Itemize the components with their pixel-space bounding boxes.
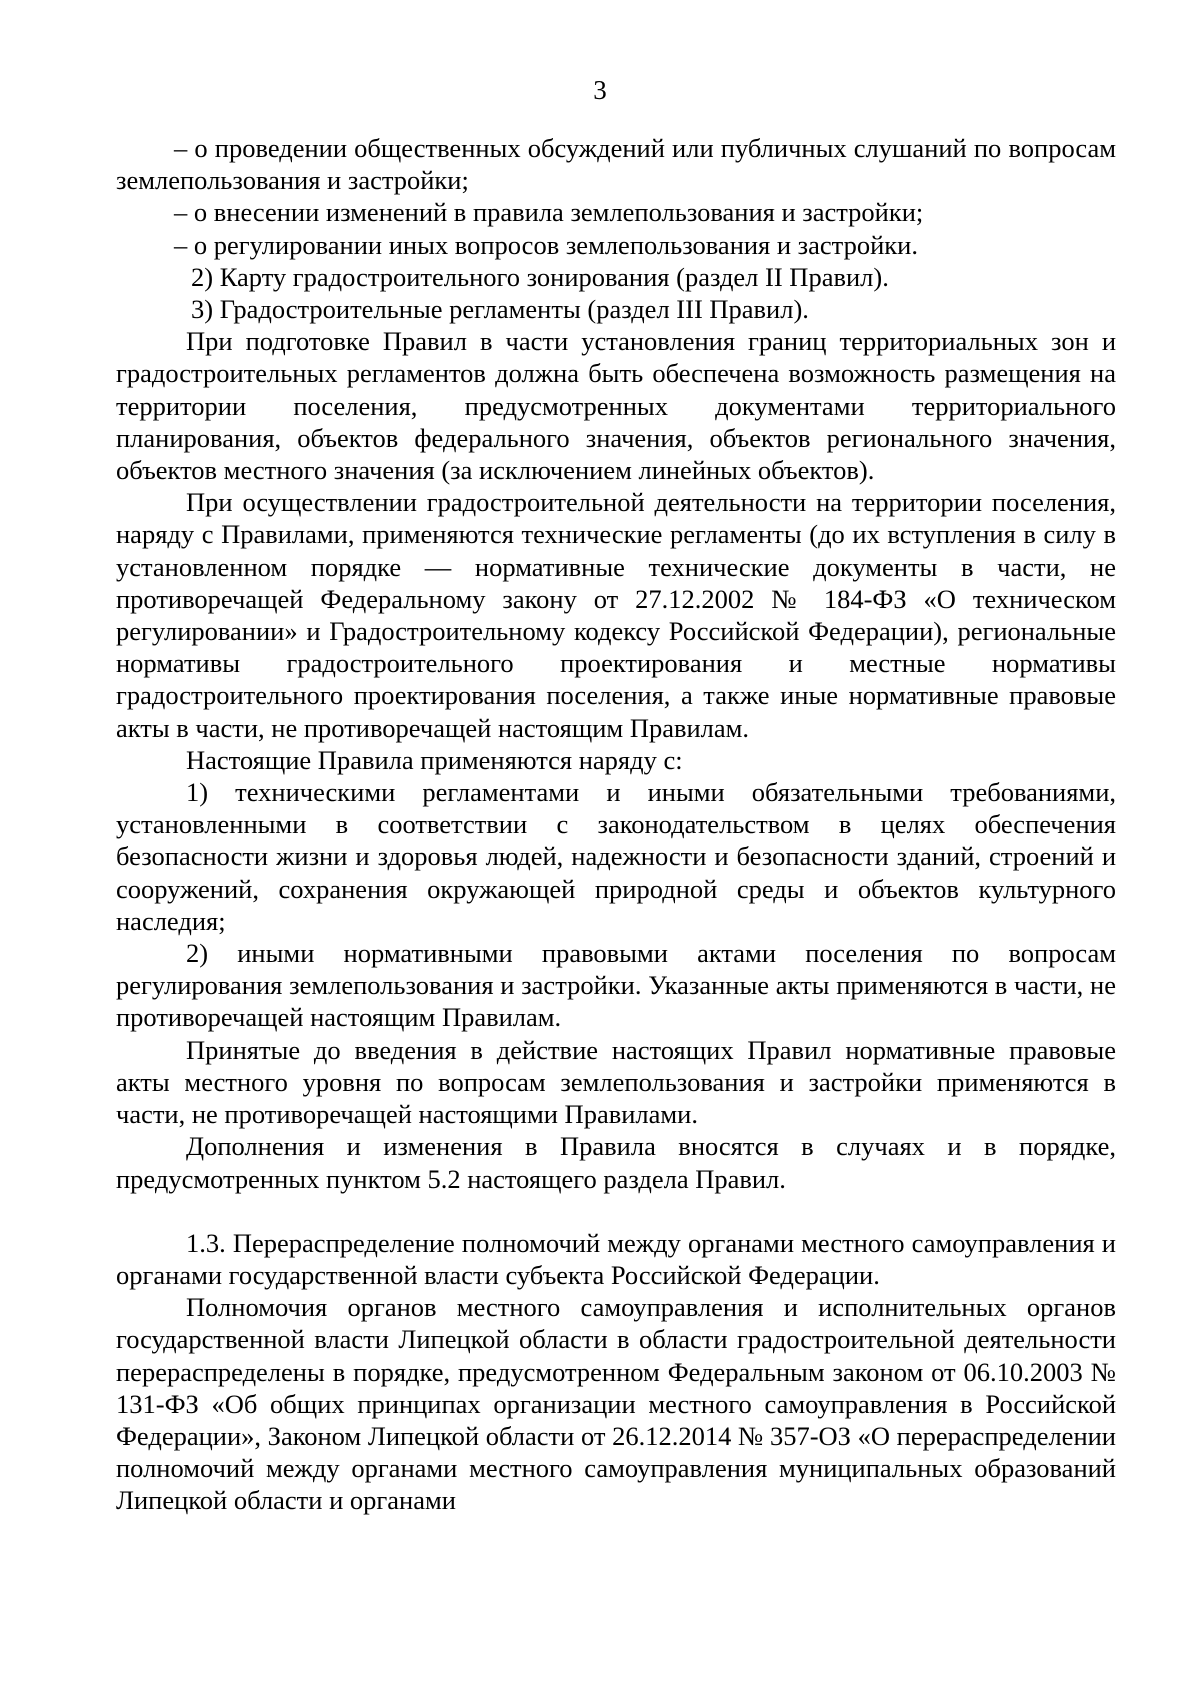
page-number: 3 xyxy=(593,75,607,105)
list-item-other-questions: – о регулировании иных вопросов землепользования и застройки. xyxy=(174,229,918,260)
list-item-public-hearings: – о проведении общественных обсуждений или публичных слушаний по вопросам землепользования и застройки; xyxy=(116,133,1116,196)
list-item-technical-regulations: 1) техническими регламентами и иными обязательными требованиями, установленными в соответствии с законодательством в целях обеспечения безопасности жизни и здоровья людей, надежности и безопасности зданий, строений и сооружений, сохранения окружающей природной среды и объектов культурного наследия; xyxy=(116,777,1116,936)
list-item-amendments: – о внесении изменений в правила землепользования и застройки; xyxy=(174,197,924,228)
paragraph-prior-acts: Принятые до введения в действие настоящих Правил нормативные правовые акты местного уровня по вопросам землепользования и застройки применяются в части, не противоречащей настоящими Правилами. xyxy=(116,1034,1116,1130)
list-item-regulations: 3) Градостроительные регламенты (раздел III Правил). xyxy=(191,294,809,325)
paragraph-boundaries: При подготовке Правил в части установления границ территориальных зон и градостроительных регламентов должна быть обеспечена возможность размещения на территории поселения, предусмотренных документами территориального планирования, объектов федерального значения, объектов регионального значения, объектов местного значения (за исключением линейных объектов). xyxy=(116,326,1116,486)
document-body xyxy=(116,132,1116,1517)
list-item-zoning-map: 2) Карту градостроительного зонирования (раздел II Правил). xyxy=(191,261,889,292)
list-item-other-acts: 2) иными нормативными правовыми актами поселения по вопросам регулирования землепользования и застройки. Указанные акты применяются в части, не противоречащей настоящим Правилам. xyxy=(116,938,1116,1033)
paragraph-powers: Полномочия органов местного самоуправления и исполнительных органов государственной власти Липецкой области в области градостроительной деятельности перераспределены в порядке, предусмотренном Федеральным законом от 06.10.2003 № 131-ФЗ «Об общих принципах организации местного самоуправления в Российской Федерации», Законом Липецкой области от 26.12.2014 № 357-ОЗ «О перераспределении полномочий между органами местного самоуправления муниципальных образований Липецкой области и органами xyxy=(116,1292,1116,1516)
paragraph-applied-along: Настоящие Правила применяются наряду с: xyxy=(186,744,683,775)
paragraph-amendments: Дополнения и изменения в Правила вносятся в случаях и в порядке, предусмотренных пунктом 5.2 настоящего раздела Правил. xyxy=(116,1131,1116,1194)
paragraph-technical-regulations: При осуществлении градостроительной деятельности на территории поселения, наряду с Правилами, применяются технические регламенты (до их вступления в силу в установленном порядке — нормативные технические документы в части, не противоречащей Федеральному закону от 27.12.2002 № 184-ФЗ «О техническом регулировании» и Градостроительному кодексу Российской Федерации), региональные нормативы градостроительного проектирования и местные нормативы градостроительного проектирования поселения, а также иные нормативные правовые акты в части, не противоречащей настоящим Правилам. xyxy=(116,487,1116,743)
section-heading: 1.3. Перераспределение полномочий между органами местного самоуправления и органами государственной власти субъекта Российской Федерации. xyxy=(116,1227,1116,1290)
section-spacer xyxy=(116,1195,1116,1227)
